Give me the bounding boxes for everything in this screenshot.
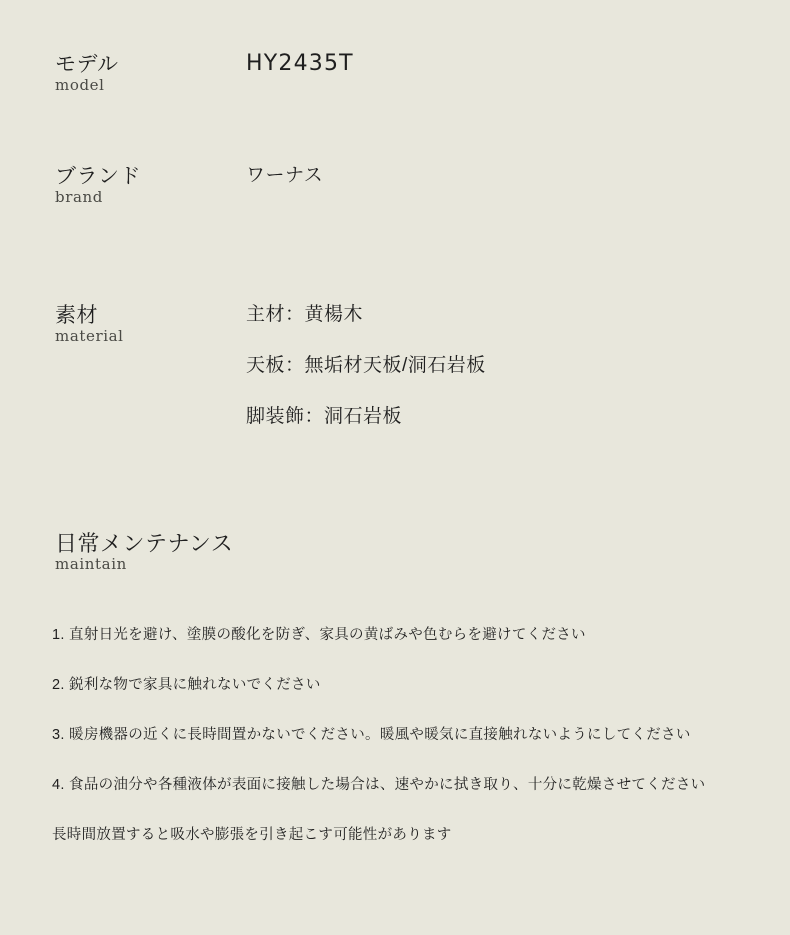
maintenance-list [52, 625, 762, 845]
spec-label-model-jp: モデル [55, 53, 119, 76]
maintenance-item: 4. 食品の油分や各種液体が表面に接触した場合は、速やかに拭き取り、十分に乾燥させてください [52, 777, 706, 793]
spec-label-brand-jp: ブランド [55, 165, 141, 188]
spec-value-material-line-1: 主材：黄楊木 [246, 304, 364, 325]
spec-value-brand-line-1: ワーナス [246, 165, 324, 186]
spec-label-brand-en: brand [55, 188, 103, 206]
maintenance-heading-jp: 日常メンテナンス [55, 531, 234, 556]
spec-label-material-en: material [55, 327, 124, 345]
maintenance-item: 3. 暖房機器の近くに長時間置かないでください。暖風や暖気に直接触れないようにしてください [52, 727, 691, 743]
spec-value-material-line-3: 脚装飾：洞石岩板 [246, 406, 403, 427]
spec-value-material [246, 303, 766, 429]
spec-value-brand [246, 164, 766, 188]
spec-value-model-line-1: HY2435T [246, 51, 354, 76]
spec-label-brand [55, 164, 235, 207]
maintenance-item: 2. 鋭利な物で家具に触れないでください [52, 677, 321, 693]
spec-label-model [55, 52, 235, 95]
spec-value-model [246, 52, 766, 76]
maintenance-heading-en: maintain [55, 555, 127, 573]
spec-label-model-en: model [55, 76, 105, 94]
spec-label-material-jp: 素材 [55, 304, 98, 327]
spec-label-material [55, 303, 235, 346]
maintenance-heading [55, 531, 455, 574]
maintenance-item: 1. 直射日光を避け、塗膜の酸化を防ぎ、家具の黄ばみや色むらを避けてください [52, 627, 586, 643]
spec-value-material-line-2: 天板：無垢材天板/洞石岩板 [246, 355, 486, 376]
maintenance-item-continuation: 長時間放置すると吸水や膨張を引き起こす可能性があります [52, 827, 452, 843]
